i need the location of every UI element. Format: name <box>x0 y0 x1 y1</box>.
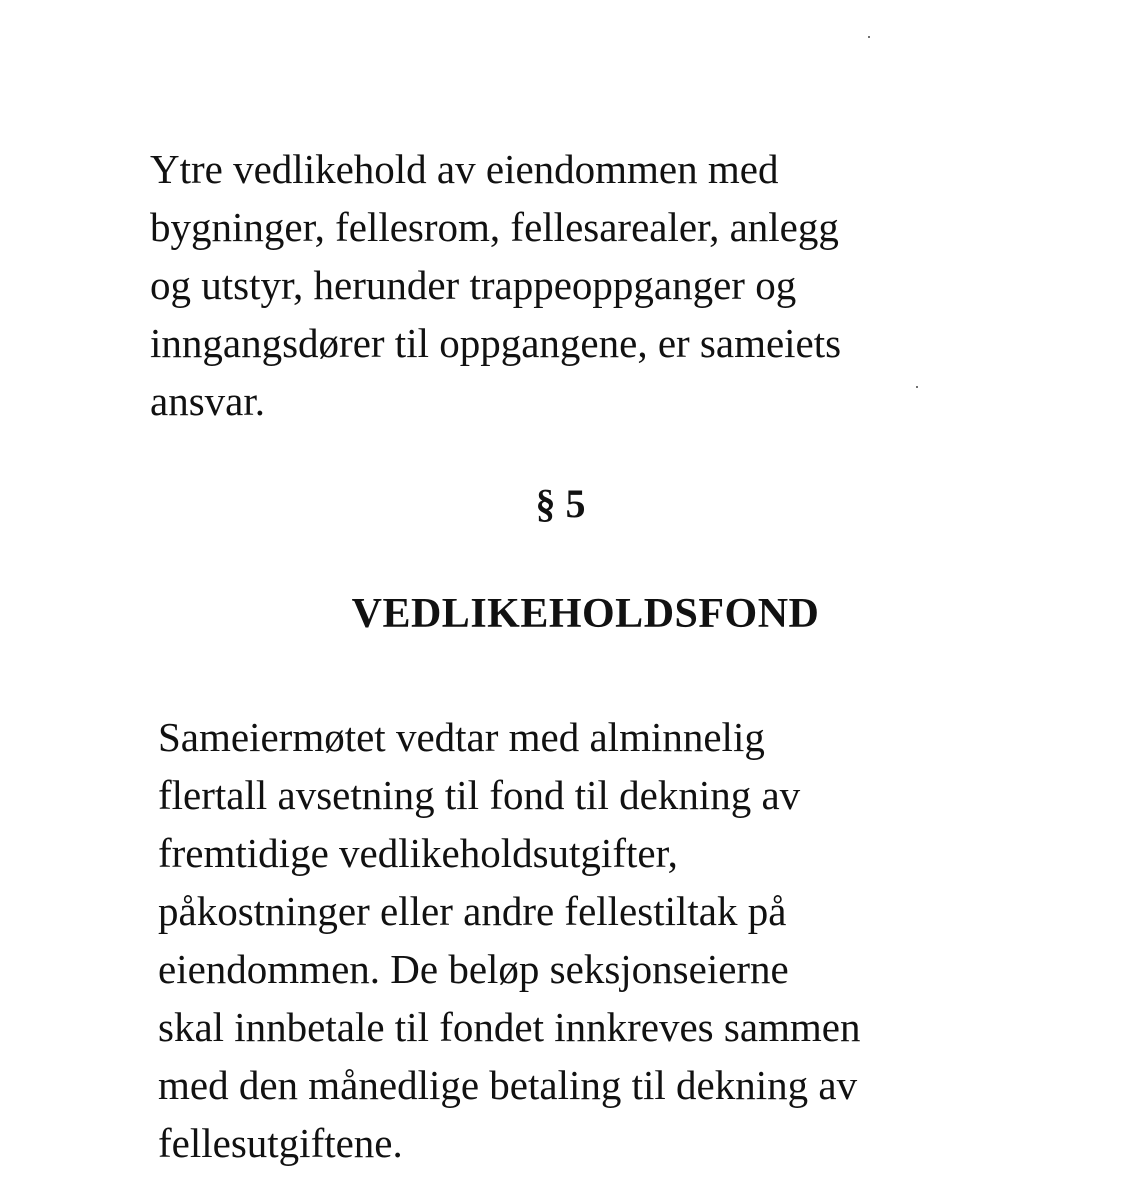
scan-speck <box>868 36 870 38</box>
section-title: VEDLIKEHOLDSFOND <box>351 591 820 637</box>
paragraph-maintenance-responsibility: Ytre vedlikehold av eiendommen med bygninger, fellesrom, fellesarealer, anlegg og utstyr, herunder trappeoppganger og inngangsdører til oppgangene, er sameiets ansvar. <box>150 146 842 424</box>
section-number: § 5 <box>535 481 586 526</box>
paragraph-maintenance-fund: Sameiermøtet vedtar med alminnelig flertall avsetning til fond til dekning av fremtidige vedlikeholdsutgifter, påkostninger eller andre fellestiltak på eiendommen. De beløp seksjonseierne skal innbetale til fondet innkreves sammen med den månedlige betaling til dekning av fellesutgiftene. <box>158 714 861 1166</box>
